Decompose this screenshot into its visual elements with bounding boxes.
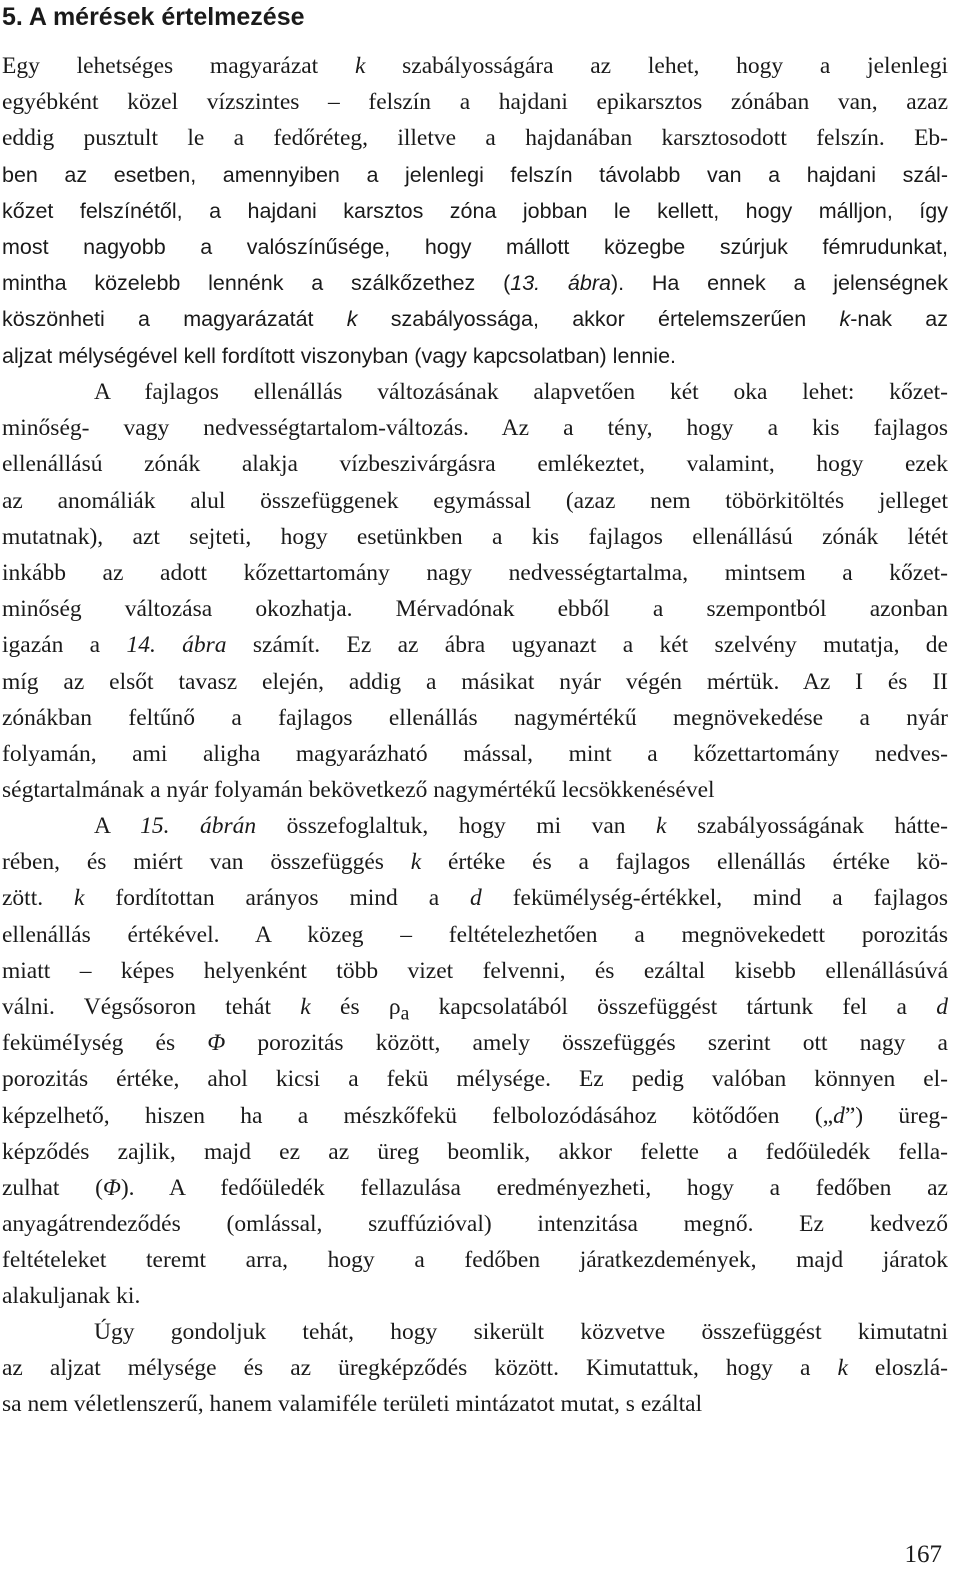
italic-run: d bbox=[936, 993, 948, 1020]
italic-run: Φ bbox=[102, 1174, 121, 1201]
text-line bbox=[2, 591, 948, 627]
italic-run: d bbox=[833, 1102, 845, 1129]
text-run: -nak az bbox=[850, 307, 948, 332]
italic-run: k bbox=[300, 993, 311, 1020]
text-run: miatt – képes helyenként több vizet felvenni, és ezáltal kisebb ellenállásúvá bbox=[2, 957, 948, 984]
text-line bbox=[2, 989, 948, 1025]
section-heading: 5. A mérések értelmezése bbox=[2, 3, 305, 31]
text-line bbox=[2, 627, 948, 663]
italic-run: k bbox=[354, 53, 366, 79]
text-run: ellenállású zónák alakja vízbeszivárgásra emlékeztet, valamint, hogy ezek bbox=[2, 451, 948, 478]
text-line bbox=[2, 519, 948, 555]
text-run: anyagátrendeződés (omlással, szuffúzióval) intenzitása megnő. Ez kedvező bbox=[2, 1211, 948, 1238]
text-run: fekümélység-értékkel, mind a fajlagos bbox=[481, 885, 948, 912]
text-run: ). Ha ennek a jelenségnek bbox=[610, 271, 948, 296]
text-line bbox=[2, 555, 948, 591]
text-line bbox=[2, 157, 948, 193]
text-line bbox=[2, 84, 948, 120]
text-line bbox=[2, 1061, 948, 1097]
text-run: az anomáliák alul összefüggenek egymással (azaz nem töbörkitöltés jelleget bbox=[2, 487, 948, 514]
text-run: ”) üreg- bbox=[844, 1102, 948, 1129]
text-line bbox=[2, 953, 948, 989]
text-run: képzelhető, hiszen ha a mészkőfekü felbolozódásához kötődően („ bbox=[2, 1102, 834, 1129]
text-line bbox=[2, 772, 948, 808]
text-run: képződés zajlik, majd ez az üreg beomlik, akkor felette a fedőüledék fella- bbox=[2, 1138, 948, 1165]
text-run: zulhat ( bbox=[2, 1174, 103, 1201]
text-line bbox=[2, 1386, 948, 1422]
text-run: mutatnak), azt sejteti, hogy esetünkben a kis fajlagos ellenállású zónák létét bbox=[2, 523, 948, 550]
italic-run: k bbox=[656, 813, 667, 839]
text-line bbox=[2, 1170, 948, 1206]
text-run: folyamán, ami aligha magyarázható mással, mint a kőzettartomány nedves- bbox=[2, 740, 948, 767]
text-run: és ρ bbox=[310, 993, 401, 1020]
text-run: zött. bbox=[2, 885, 75, 912]
paragraph-2 bbox=[2, 374, 948, 808]
text-line bbox=[2, 1314, 948, 1350]
text-run: válni. Végsősoron tehát bbox=[2, 993, 301, 1020]
text-run: fordítottan arányos mind a bbox=[84, 885, 471, 912]
text-line bbox=[2, 338, 948, 374]
paragraph-1 bbox=[2, 48, 948, 374]
text-run: eloszlá- bbox=[847, 1355, 948, 1382]
text-line bbox=[2, 374, 948, 410]
text-line bbox=[2, 193, 948, 229]
text-line bbox=[2, 229, 948, 265]
text-run: minőség változása okozhatja. Mérvadónak ebből a szempontból azonban bbox=[2, 596, 948, 623]
italic-run: k bbox=[839, 307, 851, 332]
text-run: rében, és miért van összefüggés bbox=[2, 849, 411, 876]
text-line bbox=[2, 1278, 948, 1314]
text-run: kőzet felszínétől, a hajdani karsztos zóna jobban le kellett, hogy málljon, így bbox=[2, 198, 948, 223]
italic-run: d bbox=[470, 885, 482, 912]
page-number: 167 bbox=[904, 1541, 942, 1568]
text-run: Úgy gondoljuk tehát, hogy sikerült közvetve összefüggést kimutatni bbox=[94, 1319, 948, 1345]
text-line bbox=[2, 700, 948, 736]
text-run: feküméIység és bbox=[2, 1030, 208, 1057]
subscript: a bbox=[400, 1003, 410, 1025]
text-run: mintha közelebb lennénk a szálkőzethez ( bbox=[2, 271, 511, 296]
text-line bbox=[2, 844, 948, 880]
text-line bbox=[2, 917, 948, 953]
paragraph-4 bbox=[2, 1314, 948, 1423]
text-line bbox=[2, 446, 948, 482]
text-line bbox=[2, 301, 948, 337]
italic-run: k bbox=[410, 849, 422, 876]
text-run: ellenállás értékével. A közeg – feltételezhetően a megnövekedett porozitás bbox=[2, 921, 948, 948]
text-run: köszönheti a magyarázatát bbox=[2, 307, 347, 332]
text-run: feltételeket teremt arra, hogy a fedőben járatkezdemények, majd járatok bbox=[2, 1247, 948, 1274]
text-run: aljzat mélységével kell fordított viszonyban (vagy kapcsolatban) lennie. bbox=[2, 343, 677, 368]
text-line bbox=[2, 1350, 948, 1386]
text-run: A bbox=[94, 813, 141, 839]
text-line bbox=[2, 265, 948, 301]
text-run: ben az esetben, amennyiben a jelenlegi felszín távolabb van a hajdani szál- bbox=[2, 162, 948, 187]
text-run: A fajlagos ellenállás változásának alapvetően két oka lehet: kőzet- bbox=[94, 379, 948, 405]
text-run: zónákban feltűnő a fajlagos ellenállás nagymértékű megnövekedése a nyár bbox=[2, 704, 948, 731]
text-run: szabályosságának hátte- bbox=[666, 813, 948, 839]
text-run: porozitás között, amely összefüggés szerint ott nagy a bbox=[225, 1030, 948, 1057]
text-line bbox=[2, 1134, 948, 1170]
italic-run: k bbox=[74, 885, 85, 912]
text-run: összefoglaltuk, hogy mi van bbox=[256, 813, 657, 839]
text-line bbox=[2, 1098, 948, 1134]
text-run: ségtartalmának a nyár folyamán bekövetkező nagymértékű lecsökkenésével bbox=[2, 777, 715, 804]
text-run: most nagyobb a valószínűsége, hogy mállott közegbe szúrjuk fémrudunkat, bbox=[2, 234, 948, 259]
text-run: az aljzat mélysége és az üregképződés között. Kimutattuk, hogy a bbox=[2, 1355, 838, 1382]
text-line bbox=[2, 1206, 948, 1242]
text-run: inkább az adott kőzettartomány nagy nedvességtartalma, mintsem a kőzet- bbox=[2, 559, 948, 586]
text-run: porozitás értéke, ahol kicsi a fekü mélysége. Ez pedig valóban könnyen el- bbox=[2, 1066, 948, 1093]
italic-run: Φ bbox=[207, 1030, 226, 1057]
italic-run: k bbox=[837, 1355, 848, 1382]
text-run: számít. Ez az ábra ugyanazt a két szelvény mutatja, de bbox=[226, 632, 948, 659]
text-run: ). A fedőüledék fellazulása eredményezheti, hogy a fedőben az bbox=[120, 1174, 948, 1201]
text-run: egyébként közel vízszintes – felszín a hajdani epikarsztos zónában van, azaz bbox=[2, 89, 948, 116]
text-run: igazán a bbox=[2, 632, 127, 659]
text-run: sa nem véletlenszerű, hanem valamiféle területi mintázatot mutat, s ezáltal bbox=[2, 1391, 703, 1418]
text-line bbox=[2, 808, 948, 844]
text-run: míg az elsőt tavasz elején, addig a másikat nyár végén mértük. Az I és II bbox=[2, 668, 948, 695]
italic-run: k bbox=[346, 307, 358, 332]
text-line bbox=[2, 664, 948, 700]
text-run: szabályossága, akkor értelemszerűen bbox=[357, 307, 840, 332]
text-line bbox=[2, 736, 948, 772]
text-line bbox=[2, 120, 948, 156]
text-line bbox=[2, 410, 948, 446]
text-run: minőség- vagy nedvességtartalom-változás. Az a tény, hogy a kis fajlagos bbox=[2, 415, 948, 442]
text-run: eddig pusztult le a fedőréteg, illetve a hajdanában karsztosodott felszín. Eb- bbox=[2, 125, 948, 152]
text-line bbox=[2, 1242, 948, 1278]
text-line bbox=[2, 1025, 948, 1061]
italic-run: 15. ábrán bbox=[140, 813, 257, 839]
italic-run: 13. ábra bbox=[510, 271, 611, 296]
text-run: alakuljanak ki. bbox=[2, 1283, 141, 1310]
text-run: Egy lehetséges magyarázat bbox=[2, 53, 355, 79]
text-run: szabályosságára az lehet, hogy a jelenlegi bbox=[365, 53, 948, 79]
paragraph-3 bbox=[2, 808, 948, 1315]
text-run: kapcsolatából összefüggést tártunk fel a bbox=[409, 993, 937, 1020]
text-line bbox=[2, 880, 948, 916]
text-run: értéke és a fajlagos ellenállás értéke kö- bbox=[421, 849, 948, 876]
text-line bbox=[2, 483, 948, 519]
text-line bbox=[2, 48, 948, 84]
italic-run: 14. ábra bbox=[126, 632, 227, 659]
